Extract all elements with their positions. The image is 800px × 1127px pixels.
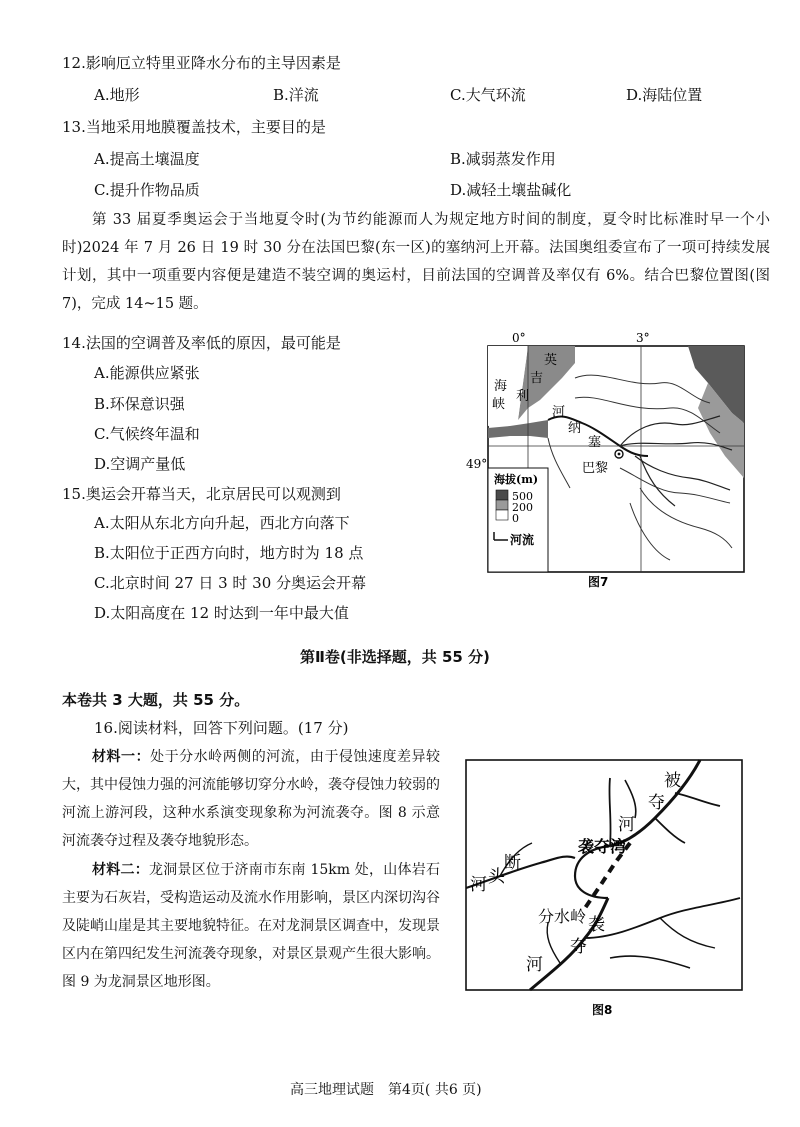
q15-stem: 15.奥运会开幕当天，北京居民可以观测到 (62, 485, 341, 503)
q13-option-a: A.提高土壤温度 (94, 150, 200, 168)
q15-option-a: A.太阳从东北方向升起，西北方向落下 (94, 514, 350, 532)
label-paris: 巴黎 (582, 461, 609, 476)
label-strait-1: 海 (494, 379, 508, 394)
label-xidu-wan: 袭夺湾 (578, 837, 627, 856)
section-2-note: 本卷共 3 大题，共 55 分。 (62, 691, 250, 709)
label-river-sai: 塞 (588, 435, 602, 450)
q13-option-d: D.减轻土壤盐碱化 (450, 181, 572, 199)
q16-material-1 (62, 743, 440, 855)
page-footer: 高三地理试题 第4页( 共6 页) (290, 1082, 482, 1098)
label-duo-2: 夺 (570, 937, 587, 957)
figure-7-paris-map (466, 328, 760, 590)
label-fenshuiling: 分水岭 (538, 907, 587, 926)
q14-stem: 14.法国的空调普及率低的原因，最可能是 (62, 334, 341, 352)
label-tou: 头 (488, 867, 505, 887)
intro-paragraph-14-15: 第 33 届夏季奥运会于当地夏令时(为节约能源而人为规定地方时间的制度，夏令时比标准时早一个小时)2024 年 7 月 26 日 19 时 30 分在法国巴黎(东一区)的塞纳河上开幕。法国奥组委宣布了一项可持续发展计划，其中一项重要内容便是建造不装空调的奥运村，目前法国的空调普及率仅有 6%。结合巴黎位置图(图 7)，完成 14~15 题。 (62, 212, 770, 312)
lon-0-label: 0° (512, 331, 526, 345)
label-river-he: 河 (552, 405, 566, 420)
legend-500: 500 (512, 490, 533, 503)
label-river-na: 纳 (568, 421, 582, 436)
label-strait-2: 峡 (492, 397, 506, 412)
q12-option-c: C.大气环流 (450, 86, 526, 104)
q12-option-d: D.海陆位置 (626, 86, 703, 104)
section-2-title: 第Ⅱ卷(非选择题，共 55 分) (300, 648, 490, 666)
material-2-text: 龙洞景区位于济南市东南 15km 处，山体岩石主要为石灰岩，受构造运动及流水作用影响，景区内深切沟谷及陡峭山崖是其主要地貌特征。在对龙洞景区调查中，发现景区内在第四纪发生河流袭夺现象，对景区景观产生很大影响。图 9 为龙洞景区地形图。 (62, 862, 441, 990)
label-he-3: 河 (526, 955, 543, 975)
label-bei: 被 (664, 771, 681, 791)
legend-swatch-500 (496, 490, 508, 500)
q12-option-a: A.地形 (94, 86, 140, 104)
figure-7-caption: 图7 (588, 575, 609, 589)
material-1-text: 处于分水岭两侧的河流，由于侵蚀速度差异较大，其中侵蚀力强的河流能够切穿分水岭，袭夺侵蚀力较弱的河流上游河段，这种水系演变现象称为河流袭夺。图 8 示意河流袭夺过程及袭夺地貌形态。 (62, 749, 441, 849)
legend-title: 海拔(m) (494, 473, 539, 486)
q13-stem: 13.当地采用地膜覆盖技术，主要目的是 (62, 118, 326, 136)
label-he-2: 河 (470, 875, 487, 895)
legend-river-label: 河流 (510, 533, 535, 547)
river-branch (609, 778, 610, 846)
material-2-label: 材料二： (92, 862, 150, 878)
q15-option-d: D.太阳高度在 12 时达到一年中最大值 (94, 604, 349, 622)
label-xi: 袭 (588, 915, 605, 935)
q16-stem: 16.阅读材料，回答下列问题。(17 分) (94, 719, 349, 737)
q15-option-c: C.北京时间 27 日 3 时 30 分奥运会开幕 (94, 574, 367, 592)
figure-8-caption: 图8 (592, 1003, 613, 1017)
legend-swatch-200 (496, 500, 508, 510)
lat-49-label: 49° (466, 457, 488, 471)
label-duan: 断 (504, 853, 521, 873)
q15-option-b: B.太阳位于正西方向时，地方时为 18 点 (94, 544, 364, 562)
q14-option-c: C.气候终年温和 (94, 425, 200, 443)
figure-8-river-capture (460, 758, 750, 1023)
material-1-label: 材料一： (92, 749, 151, 765)
q14-option-b: B.环保意识强 (94, 395, 185, 413)
q12-stem: 12.影响厄立特里亚降水分布的主导因素是 (62, 54, 341, 72)
q14-option-d: D.空调产量低 (94, 455, 186, 473)
q12-option-b: B.洋流 (273, 86, 319, 104)
label-duo-1: 夺 (648, 793, 665, 813)
q13-option-b: B.减弱蒸发作用 (450, 150, 556, 168)
legend-200: 200 (512, 501, 533, 514)
q13-option-c: C.提升作物品质 (94, 181, 200, 199)
q16-material-2 (62, 856, 440, 996)
label-uk-3: 利 (516, 389, 530, 404)
label-uk-2: 吉 (530, 371, 544, 386)
label-he-1: 河 (618, 815, 635, 835)
label-uk-1: 英 (544, 353, 558, 368)
figure-8-frame (466, 760, 742, 990)
q14-option-a: A.能源供应紧张 (94, 364, 200, 382)
legend-0: 0 (512, 512, 519, 525)
legend-swatch-0 (496, 510, 508, 520)
lon-3-label: 3° (636, 331, 650, 345)
paris-marker-dot (618, 453, 621, 456)
